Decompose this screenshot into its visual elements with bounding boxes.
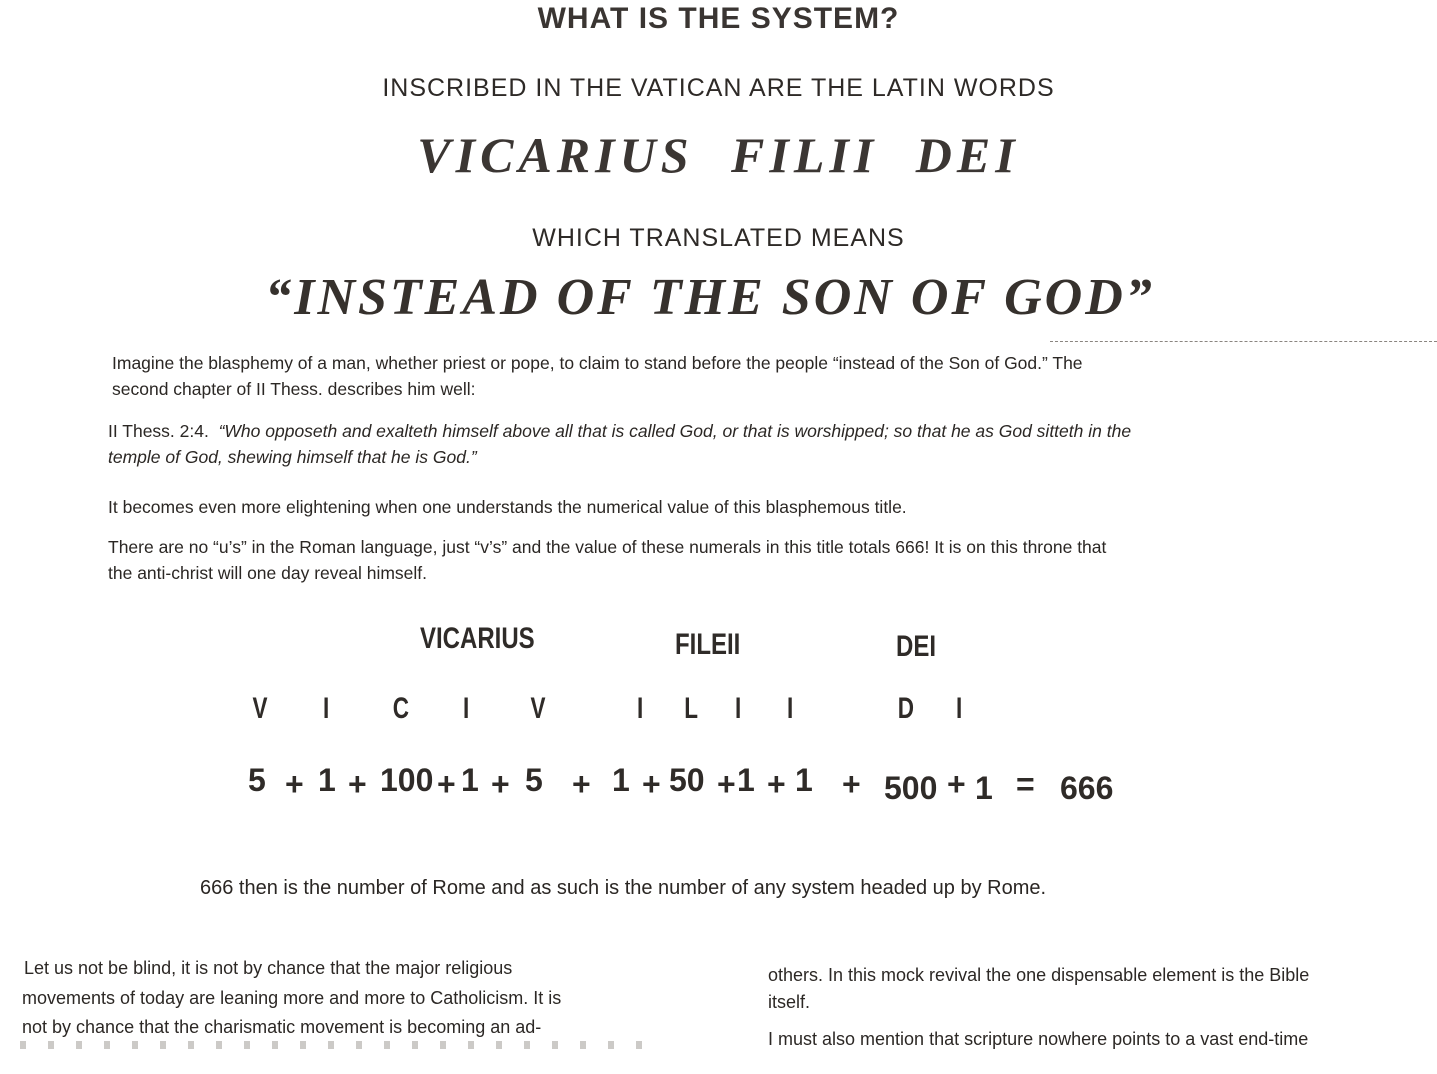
numeral-operator: +: [947, 766, 966, 802]
left-column-line-2: movements of today are leaning more and more to Catholicism. It is: [22, 988, 562, 1008]
numeral-value: 1: [795, 762, 813, 798]
translation-heading: “INSTEAD OF THE SON OF GOD”: [265, 269, 1155, 326]
scripture-quote-line-1: “Who opposeth and exalteth himself above all that is called God, or that is worshipped; so that he as God sitteth in the: [218, 421, 1132, 441]
numeral-letter: V: [252, 692, 268, 725]
latin-phrase: VICARIUS FILII DEI: [417, 127, 1020, 183]
paragraph-1-line-1: Imagine the blasphemy of a man, whether priest or pope, to claim to stand before the people “instead of the Son of God.” The: [112, 353, 1083, 373]
numeral-letter: D: [897, 692, 914, 725]
paragraph-1-line-2: second chapter of II Thess. describes him well:: [112, 379, 476, 399]
numeral-letter: I: [787, 692, 794, 725]
numeral-letter: C: [392, 692, 409, 725]
numeral-value: 1: [461, 762, 479, 798]
numeral-operator: =: [1016, 766, 1035, 802]
conclusion-statement: 666 then is the number of Rome and as such is the number of any system headed up by Rome.: [200, 877, 1047, 899]
numeral-operator: +: [842, 766, 861, 802]
cropped-text-edge: [20, 1041, 660, 1049]
numeral-value: 100: [380, 762, 434, 798]
numeral-word-vicarius: VICARIUS: [420, 622, 535, 655]
numeral-letter: I: [735, 692, 742, 725]
scripture-reference-line-2: [108, 446, 477, 469]
numeral-word-fileii: FILEII: [675, 628, 741, 661]
numeral-operator: +: [348, 766, 367, 802]
numeral-value: 5: [525, 762, 543, 798]
scripture-reference-line-1: [108, 420, 1131, 443]
paragraph-3: It becomes even more elightening when one understands the numerical value of this blasphemous title.: [108, 497, 907, 517]
scripture-reference-label: II Thess. 2:4.: [108, 421, 209, 441]
numeral-value: 5: [248, 762, 266, 798]
numeral-word-dei: DEI: [896, 630, 937, 663]
inscribed-line: INSCRIBED IN THE VATICAN ARE THE LATIN WORDS: [382, 74, 1055, 102]
numeral-operator: +: [491, 766, 510, 802]
right-column-line-1: others. In this mock revival the one dispensable element is the Bible: [768, 965, 1310, 985]
numeral-value: 500: [884, 770, 938, 806]
page-title: WHAT IS THE SYSTEM?: [537, 2, 900, 35]
numeral-value: 1: [612, 762, 630, 798]
numeral-letter: I: [323, 692, 330, 725]
paragraph-4-line-2: the anti-christ will one day reveal himself.: [108, 563, 428, 583]
paragraph-4-line-1: There are no “u’s” in the Roman language, just “v’s” and the value of these numerals in this title totals 666! It is on this throne that: [108, 537, 1107, 557]
numeral-value: 1: [975, 770, 993, 806]
numeral-operator: +: [572, 766, 591, 802]
numeral-letter: I: [463, 692, 470, 725]
right-column-line-2: itself.: [768, 992, 811, 1012]
numeral-operator: +: [717, 766, 736, 802]
numeral-value: 50: [669, 762, 705, 798]
numeral-value: 1: [737, 762, 755, 798]
numeral-value: 666: [1060, 770, 1114, 806]
numeral-operator: +: [285, 766, 304, 802]
numeral-operator: +: [767, 766, 786, 802]
left-column-line-1: Let us not be blind, it is not by chance that the major religious: [24, 958, 513, 978]
right-column-line-3: I must also mention that scripture nowhere points to a vast end-time: [768, 1029, 1309, 1049]
numeral-letter: V: [530, 692, 546, 725]
numeral-operator: +: [437, 766, 456, 802]
scripture-quote-line-2: temple of God, shewing himself that he is God.”: [108, 447, 477, 467]
numeral-value: 1: [318, 762, 336, 798]
left-column-line-3: not by chance that the charismatic movement is becoming an ad-: [22, 1017, 542, 1037]
translated-line: WHICH TRANSLATED MEANS: [532, 224, 905, 252]
numeral-letter: L: [684, 692, 699, 725]
numeral-operator: +: [642, 766, 661, 802]
divider-line: [1050, 341, 1437, 343]
numeral-letter: I: [637, 692, 644, 725]
numeral-letter: I: [956, 692, 963, 725]
